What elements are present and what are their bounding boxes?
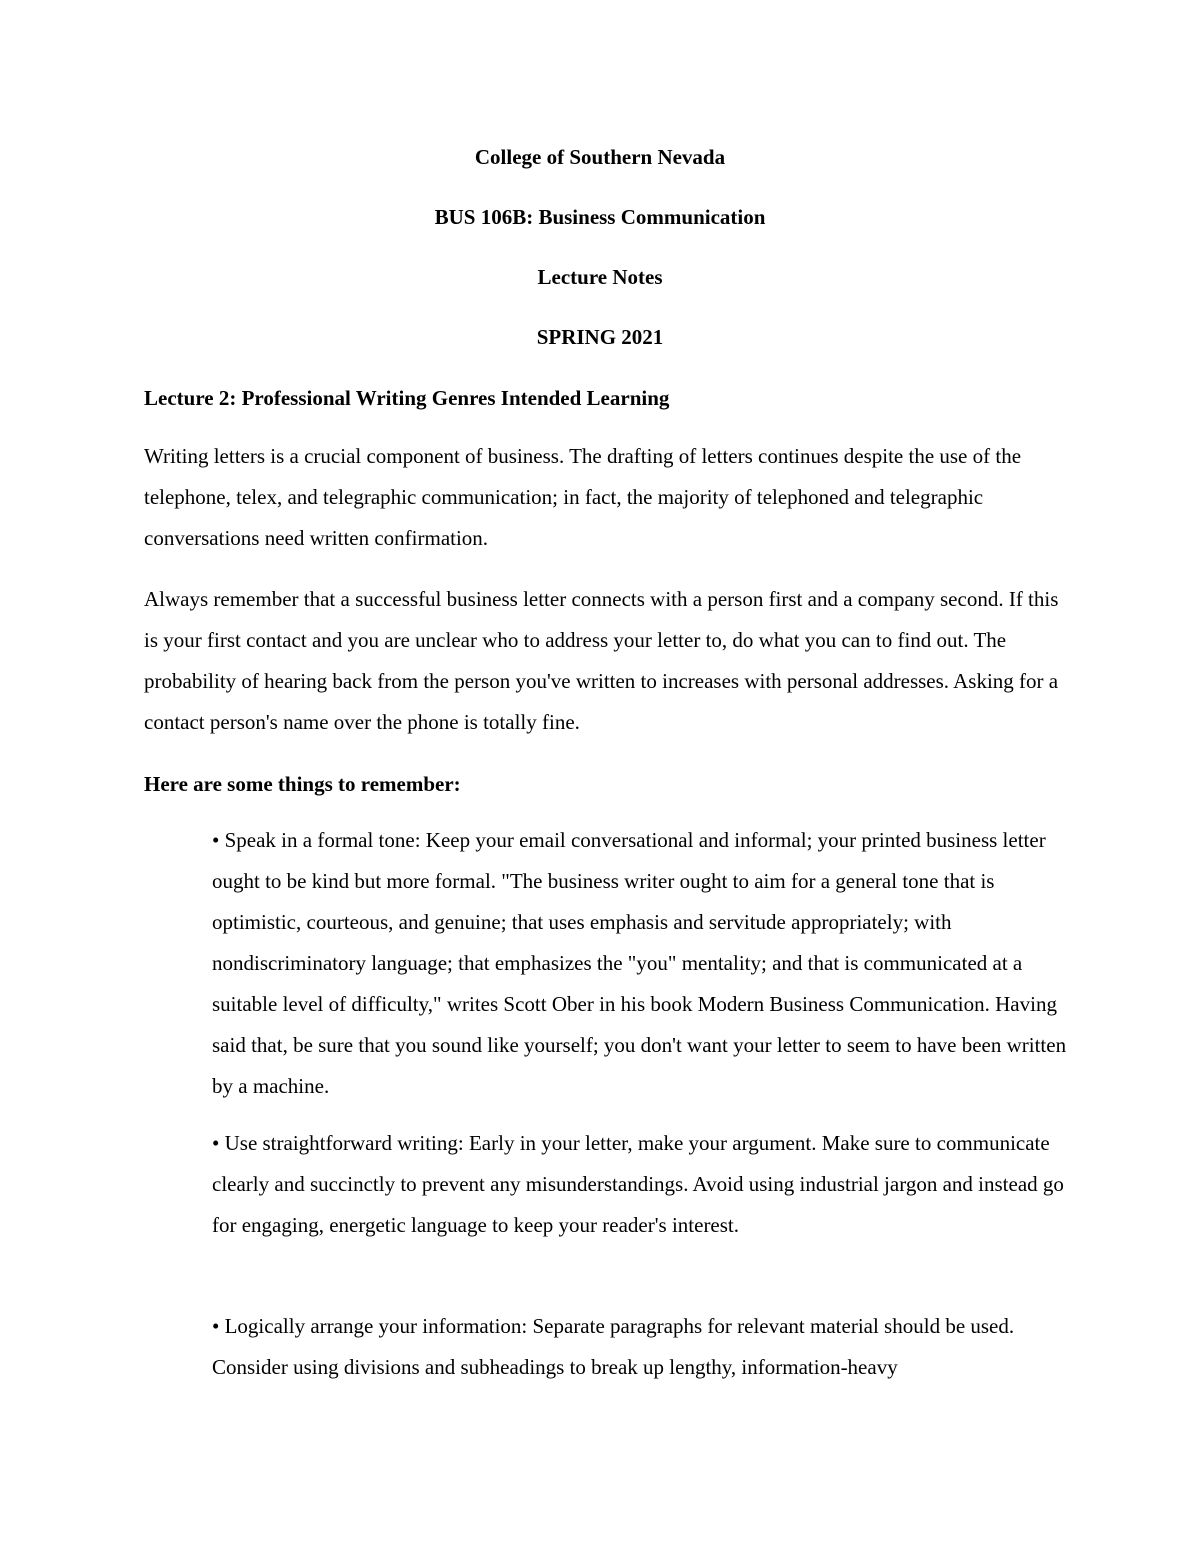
document-type: Lecture Notes [537, 265, 663, 289]
term: SPRING 2021 [536, 325, 664, 349]
course-title: BUS 106B: Business Communication [434, 205, 766, 229]
institution-name: College of Southern Nevada [474, 145, 726, 169]
paragraph-advice: Always remember that a successful business letter connects with a person first and a company second. If this is your first contact and you are unclear who to address your letter to, do what you can to find out. The probability of hearing back from the person you've written to increases with personal addresses. Asking for a contact person's name over the phone is totally fine. [144, 587, 1059, 734]
tips-heading: Here are some things to remember: [144, 772, 461, 796]
bullet-arrange-information: • Logically arrange your information: Separate paragraphs for relevant material should be used. Consider using divisions and subheadings to break up lengthy, information-heavy [212, 1314, 1015, 1379]
bullet-formal-tone: • Speak in a formal tone: Keep your email conversational and informal; your printed business letter ought to be kind but more formal. "The business writer ought to aim for a general tone that is optimistic, courteous, and genuine; that uses emphasis and servitude appropriately; with nondiscriminatory language; that emphasizes the "you" mentality; and that is communicated at a suitable level of difficulty," writes Scott Ober in his book Modern Business Communication. Having said that, be sure that you sound like yourself; you don't want your letter to seem to have been written by a machine. [212, 828, 1067, 1098]
bullet-straightforward-writing: • Use straightforward writing: Early in your letter, make your argument. Make sure to communicate clearly and succinctly to prevent any misunderstandings. Avoid using industrial jargon and instead go for engaging, energetic language to keep your reader's interest. [212, 1131, 1064, 1237]
lecture-title: Lecture 2: Professional Writing Genres Intended Learning [144, 386, 670, 410]
paragraph-intro: Writing letters is a crucial component of business. The drafting of letters continues despite the use of the telephone, telex, and telegraphic communication; in fact, the majority of telephoned and telegraphic conversations need written confirmation. [144, 444, 1022, 550]
